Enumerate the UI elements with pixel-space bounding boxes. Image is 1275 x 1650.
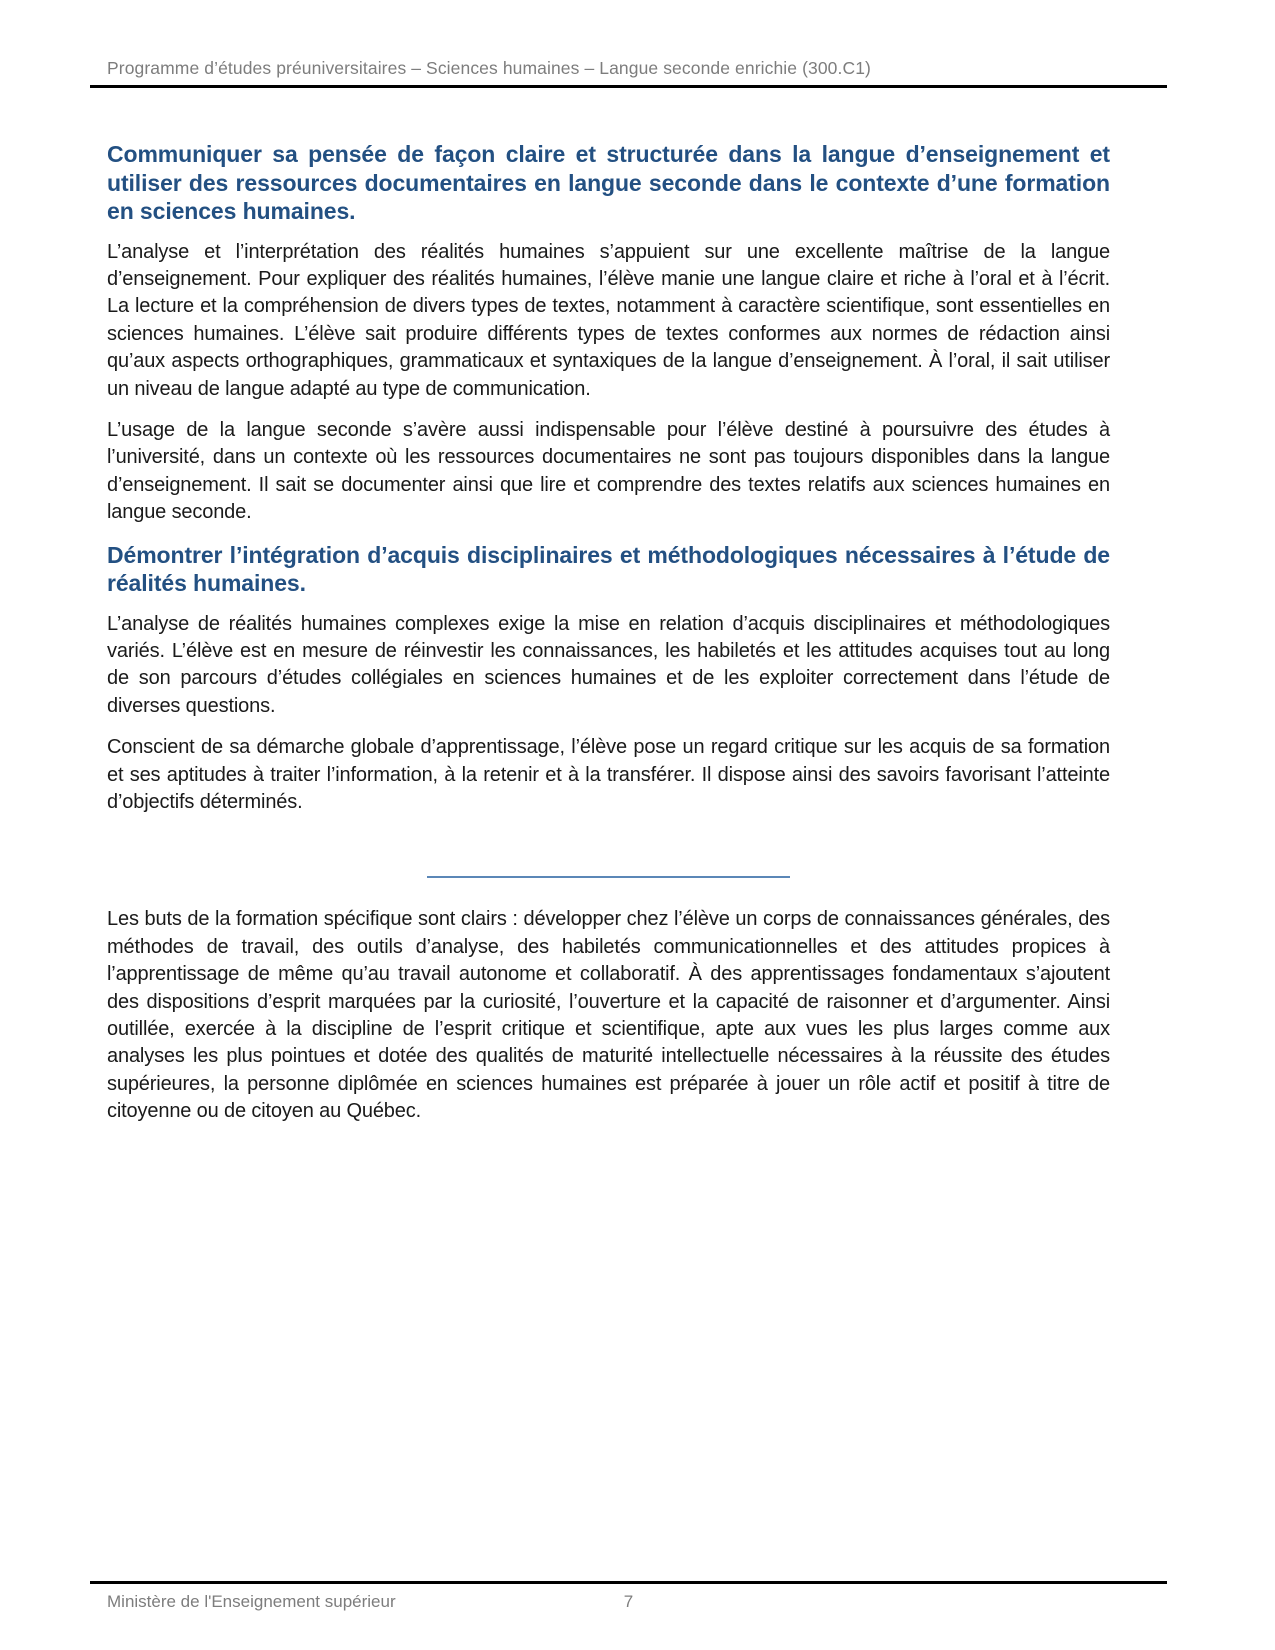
paragraph-second-language: L’usage de la langue seconde s’avère aussi indispensable pour l’élève destiné à poursuivre des études à l’université, dans un contexte où les ressources documentaires ne sont pas toujours disponibles dans la langue d’enseignement. Il sait se documenter ainsi que lire et comprendre des textes relatifs aux sciences humaines en langue seconde. xyxy=(107,418,1110,524)
section-divider xyxy=(427,876,790,878)
closing-paragraph: Les buts de la formation spécifique sont clairs : développer chez l’élève un corps de connaissances générales, des méthodes de travail, des outils d’analyse, des habiletés communicationnelles et des attitudes propices à l’apprentissage de même qu’au travail autonome et collaboratif. À des apprentissages fondamentaux s’ajoutent des dispositions d’esprit marquées par la curiosité, l’ouverture et la capacité de raisonner et d’argumenter. Ainsi outillée, exercée à la discipline de l’esprit critique et scientifique, apte aux vues les plus larges comme aux analyses les plus pointues et dotée des qualités de maturité intellectuelle nécessaires à la réussite des études supérieures, la personne diplômée en sciences humaines est préparée à jouer un rôle actif et positif à titre de citoyenne ou de citoyen au Québec. xyxy=(107,908,1110,1123)
paragraph-complex-realities: L’analyse de réalités humaines complexes exige la mise en relation d’acquis disciplinaires et méthodologiques variés. L’élève est en mesure de réinvestir les connaissances, les habiletés et les attitudes acquises tout au long de son parcours d’études collégiales en sciences humaines et de les exploiter correctement dans l’étude de diverses questions. xyxy=(107,612,1110,717)
page-footer xyxy=(90,1581,1167,1614)
page-number: 7 xyxy=(623,1592,634,1611)
section-heading-communication: Communiquer sa pensée de façon claire et structurée dans la langue d’enseignement et utiliser des ressources documentaires en langue seconde dans le contexte d’une formation en sciences humaines. xyxy=(107,141,1110,224)
paragraph-learning-process: Conscient de sa démarche globale d’apprentissage, l’élève pose un regard critique sur les acquis de sa formation et ses aptitudes à traiter l’information, à la retenir et à la transférer. Il dispose ainsi des savoirs favorisant l’atteinte d’objectifs déterminés. xyxy=(107,736,1110,813)
footer-row xyxy=(90,1592,1167,1614)
section-heading-integration: Démontrer l’intégration d’acquis disciplinaires et méthodologiques nécessaires à l’étude de réalités humaines. xyxy=(107,541,1110,597)
page-header xyxy=(90,58,1167,88)
page-body xyxy=(107,140,1110,1140)
footer-ministry-text: Ministère de l'Enseignement supérieur xyxy=(107,1592,396,1611)
running-header-text: Programme d’études préuniversitaires – Sciences humaines – Langue seconde enrichie (300.C1) xyxy=(107,58,871,78)
paragraph-analysis-language: L’analyse et l’interprétation des réalités humaines s’appuient sur une excellente maîtrise de la langue d’enseignement. Pour expliquer des réalités humaines, l’élève manie une langue claire et riche à l’oral et à l’écrit. La lecture et la compréhension de divers types de textes, notamment à caractère scientifique, sont essentielles en sciences humaines. L’élève sait produire différents types de textes conformes aux normes de rédaction ainsi qu’aux aspects orthographiques, grammaticaux et syntaxiques de la langue d’enseignement. À l’oral, il sait utiliser un niveau de langue adapté au type de communication. xyxy=(107,240,1110,400)
